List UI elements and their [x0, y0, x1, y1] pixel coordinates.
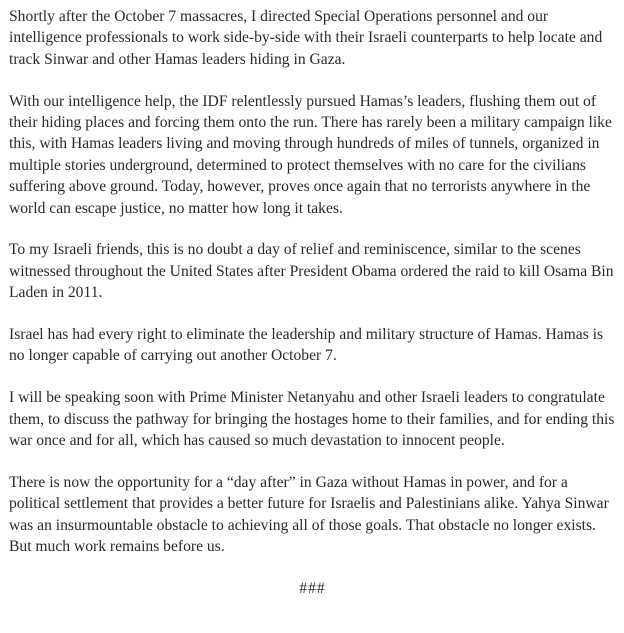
paragraph-6: There is now the opportunity for a “day after” in Gaza without Hamas in power, and for a political settlement that provides a better future for Israelis and Palestinians alike. Yahya Sinwar was an insurmountable obstacle to achieving all of those goals. That obstacle no longer exists. But much work remains before us.: [9, 473, 609, 556]
paragraph-3: To my Israeli friends, this is no doubt a day of relief and reminiscence, similar to the scenes witnessed throughout the United States after President Obama ordered the raid to kill Osama Bin Laden in 2011.: [9, 241, 614, 302]
end-of-statement-mark: ###: [299, 579, 326, 597]
paragraph-2: With our intelligence help, the IDF relentlessly pursued Hamas’s leaders, flushing them out of their hiding places and forcing them onto the run. There has rarely been a military campaign like this, with Hamas leaders living and moving through hundreds of miles of tunnels, organized in multiple stories underground, determined to protect themselves with no care for the civilians suffering above ground. Today, however, proves once again that no terrorists anywhere in the world can escape justice, no matter how long it takes.: [9, 92, 612, 217]
paragraph-5: I will be speaking soon with Prime Minister Netanyahu and other Israeli leaders to congratulate them, to discuss the pathway for bringing the hostages home to their families, and for ending this war once and for all, which has caused so much devastation to innocent people.: [9, 389, 615, 450]
paragraph-1: Shortly after the October 7 massacres, I directed Special Operations personnel and our intelligence professionals to work side-by-side with their Israeli counterparts to help locate and track Sinwar and other Hamas leaders hiding in Gaza.: [9, 8, 603, 68]
paragraph-4: Israel has had every right to eliminate the leadership and military structure of Hamas. Hamas is no longer capable of carrying out another October 7.: [9, 326, 604, 365]
